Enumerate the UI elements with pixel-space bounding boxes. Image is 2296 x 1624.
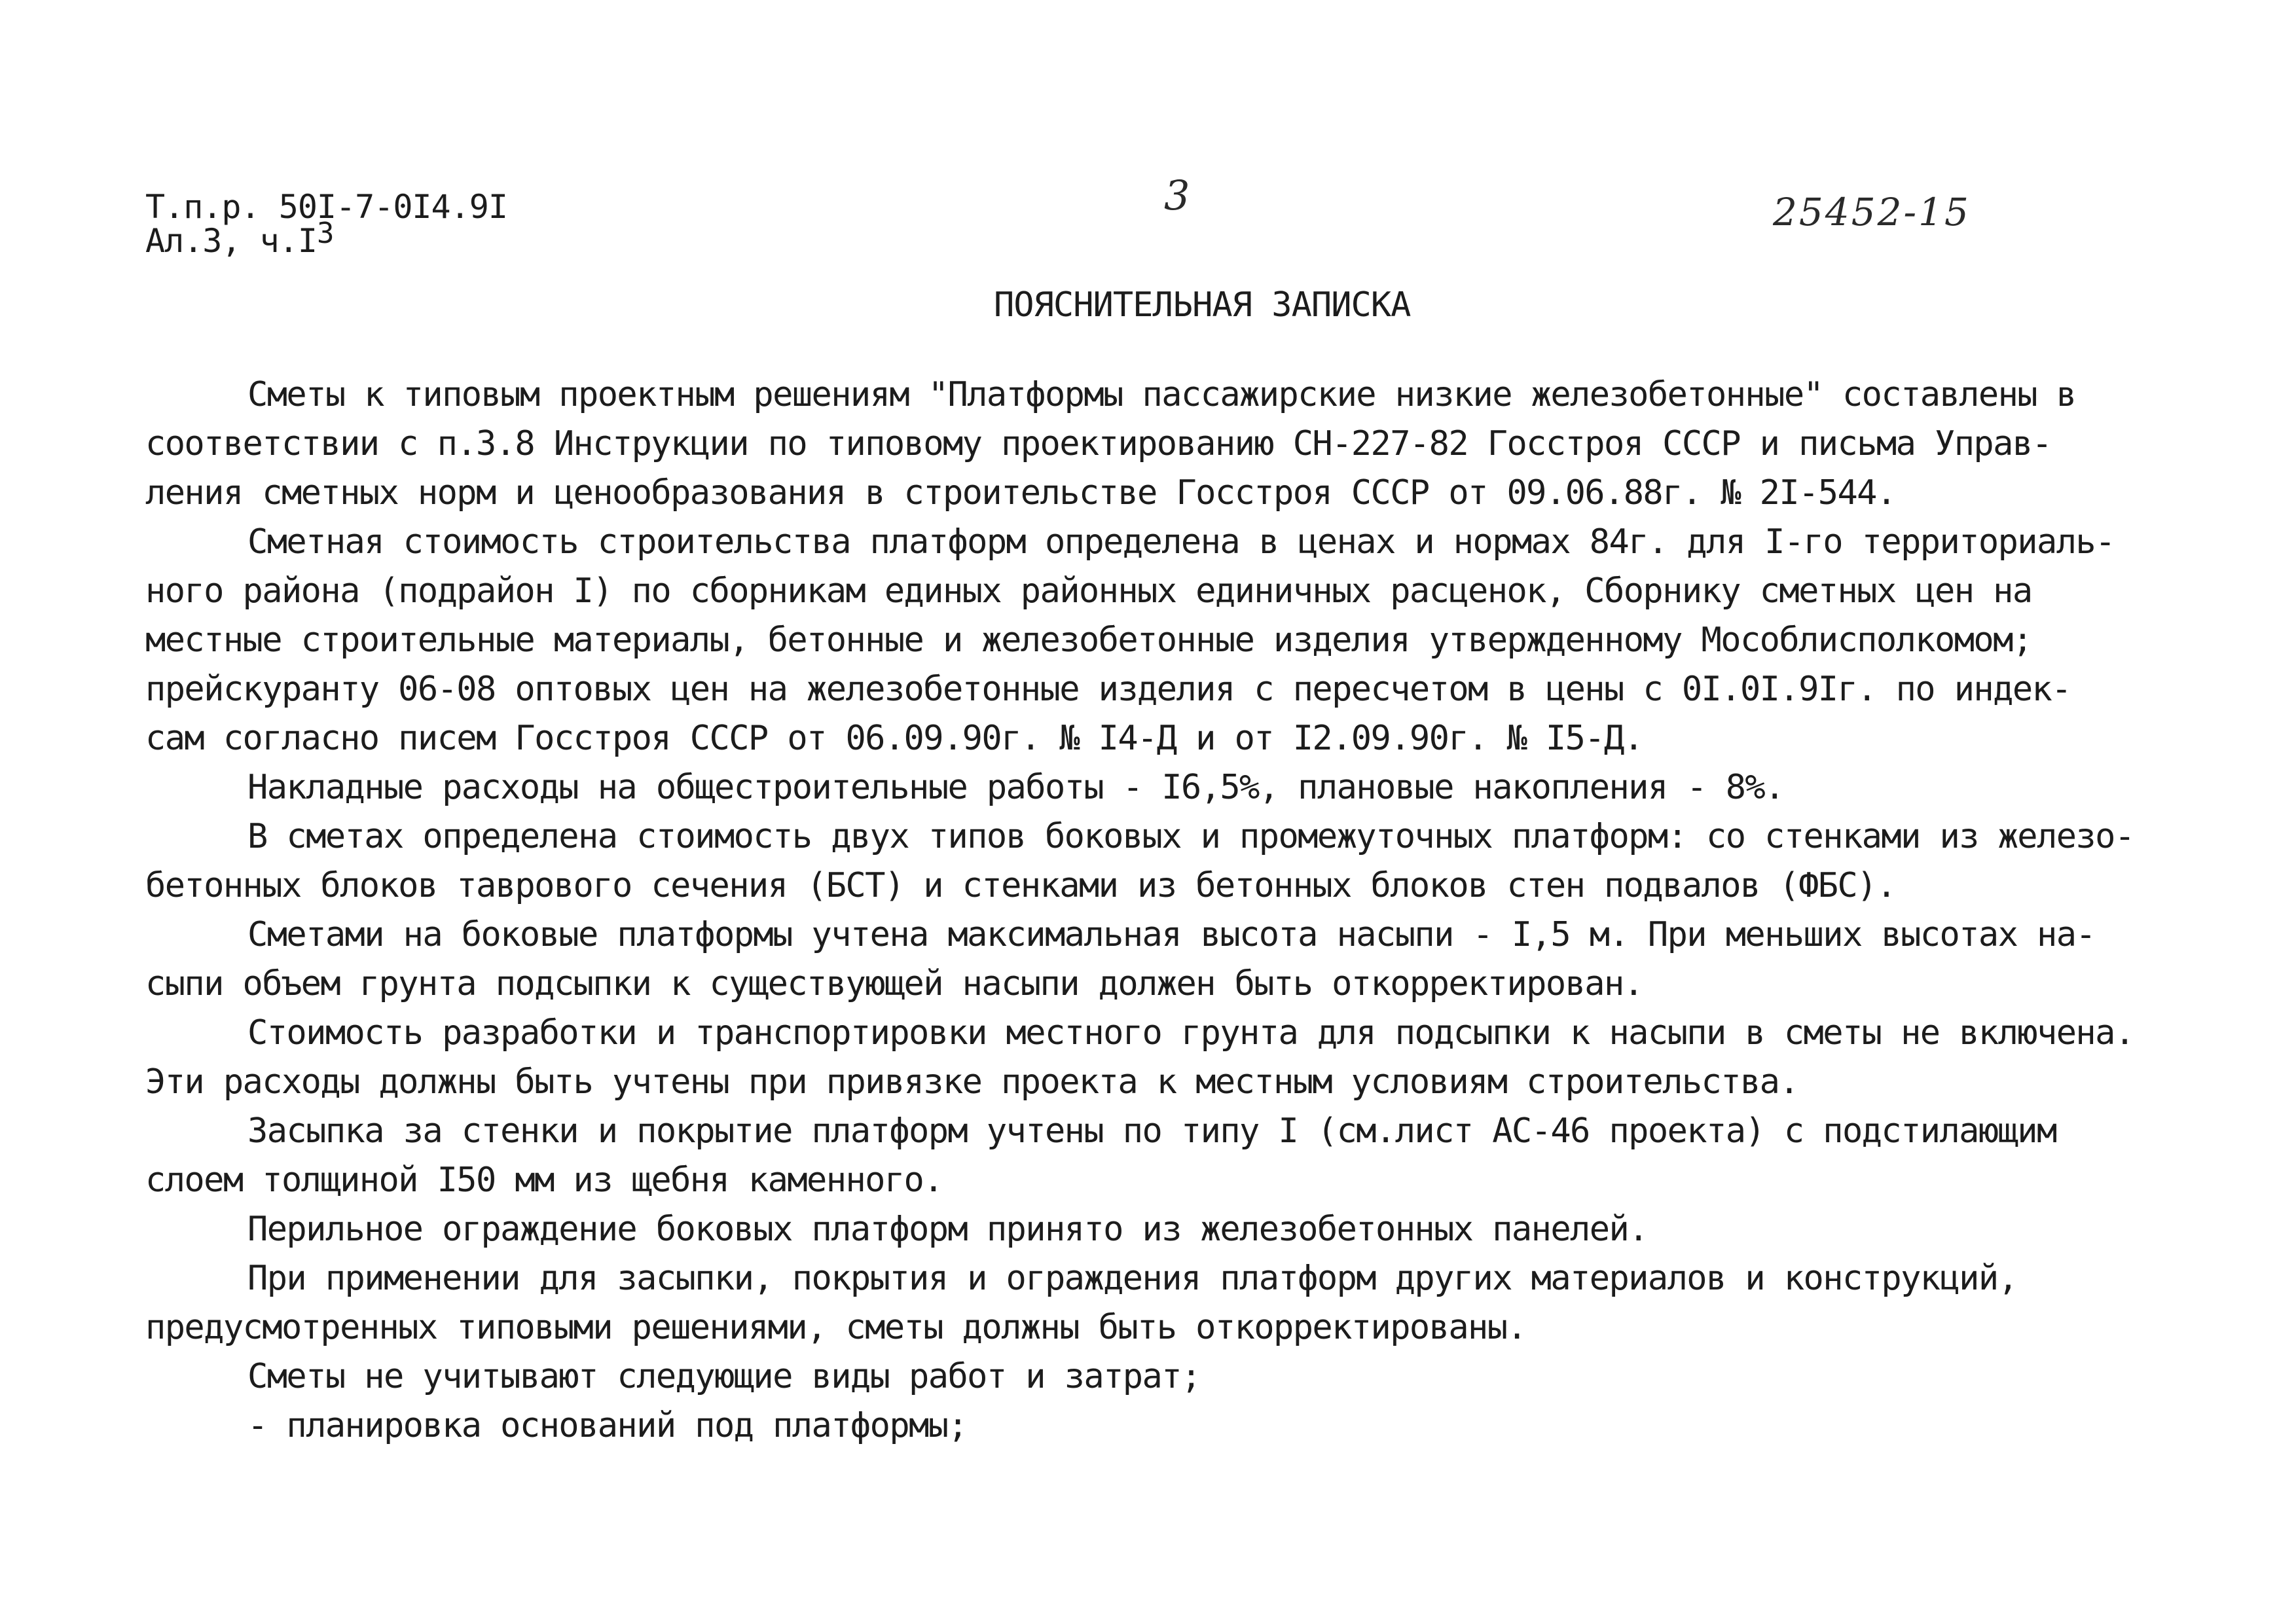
text-line: ления сметных норм и ценообразования в строительстве Госстроя СССР от 09.06.88г. № 2I-544. — [145, 473, 1896, 513]
sheet-reference — [145, 217, 507, 260]
text-line: В сметах определена стоимость двух типов боковых и промежуточных платформ: со стенками из железо- — [247, 817, 2134, 856]
text-line: соответствии с п.3.8 Инструкции по типовому проектированию СН-227-82 Госстроя СССР и письма Управ- — [145, 424, 2052, 463]
text-line: Эти расходы должны быть учтены при привязке проекта к местным условиям строительства. — [145, 1062, 1799, 1102]
text-line: слоем толщиной I50 мм из щебня каменного. — [145, 1161, 943, 1200]
text-line: Накладные расходы на общестроительные работы - I6,5%, плановые накопления - 8%. — [247, 768, 1784, 807]
text-line: Сметами на боковые платформы учтена максимальная высота насыпи - I,5 м. При меньших высотах на- — [247, 915, 2096, 954]
text-line: - планировка оснований под платформы; — [247, 1406, 968, 1445]
text-line: Перильное ограждение боковых платформ принято из железобетонных панелей. — [247, 1210, 1648, 1249]
sheet-reference-text: Ал.3, ч.I — [145, 222, 317, 260]
text-line: сам согласно писем Госстроя СССР от 06.09.90г. № I4-Д и от I2.09.90г. № I5-Д. — [145, 719, 1643, 758]
text-line: прейскуранту 06-08 оптовых цен на железобетонные изделия с пересчетом в цены с 0I.0I.9Iг. по индек- — [145, 670, 2071, 709]
text-line: предусмотренных типовыми решениями, сметы должны быть откорректированы. — [145, 1308, 1527, 1347]
document-title: ПОЯСНИТЕЛЬНАЯ ЗАПИСКА — [994, 285, 1411, 325]
text-line: местные строительные материалы, бетонные и железобетонные изделия утвержденному Мособлисполкомом; — [145, 621, 2032, 660]
text-line: ного района (подрайон I) по сборникам единых районных единичных расценок, Сборнику сметных цен на — [145, 571, 2032, 611]
text-line: Сметная стоимость строительства платформ определена в ценах и нормах 84г. для I-го территориаль- — [247, 522, 2115, 562]
page-number: 3 — [1164, 171, 1190, 219]
text-line: Стоимость разработки и транспортировки местного грунта для подсыпки к насыпи в сметы не включена. — [247, 1013, 2134, 1053]
sheet-reference-superscript: 3 — [316, 217, 334, 250]
text-line: сыпи объем грунта подсыпки к существующей насыпи должен быть откорректирован. — [145, 964, 1643, 1003]
text-line: Сметы не учитывают следующие виды работ и затрат; — [247, 1357, 1201, 1396]
text-line: бетонных блоков таврового сечения (БСТ) и стенками из бетонных блоков стен подвалов (ФБС). — [145, 866, 1896, 905]
archive-number: 25452-15 — [1773, 190, 1971, 234]
text-line: При применении для засыпки, покрытия и ограждения платформ других материалов и конструкций, — [247, 1259, 2018, 1298]
text-line: Засыпка за стенки и покрытие платформ учтены по типу I (см.лист АС-46 проекта) с подстилающим — [247, 1111, 2056, 1151]
text-line: Сметы к типовым проектным решениям "Платформы пассажирские низкие железобетонные" составлены в — [247, 375, 2076, 414]
document-code-block — [145, 190, 507, 260]
body-text — [145, 370, 2221, 1451]
document-code: Т.п.р. 50I-7-0I4.9I — [145, 188, 507, 226]
